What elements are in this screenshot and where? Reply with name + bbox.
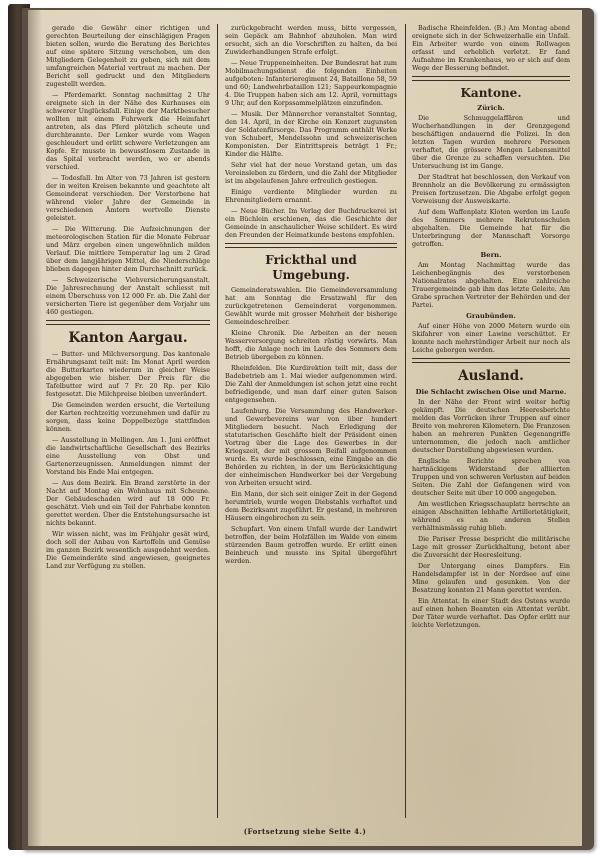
section-heading-kanton-aargau: Kanton Aargau.	[68, 330, 188, 346]
article-paragraph: Kleine Chronik. Die Arbeiten an der neuen Wasserversorgung schreiten rüstig vorwärts. Man hofft, die Anlage noch im Laufe des Sommers dem Betrieb übergeben zu können.	[225, 329, 397, 361]
article-paragraph: Die Gemeinden werden ersucht, die Verteilung der Karten rechtzeitig vorzunehmen und dafür zu sorgen, dass keine Doppelbezüge stattfinden können.	[46, 401, 210, 433]
article-paragraph: Der Stadtrat hat beschlossen, den Verkauf von Brennholz an die Bevölkerung zu ermässigten Preisen fortzusetzen. Die Abgabe erfolgt gegen Vorweisung der Ausweiskarte.	[412, 173, 570, 205]
column-3	[412, 24, 570, 818]
article-paragraph: — Butter- und Milchversorgung. Das kantonale Ernährungsamt teilt mit: Im Monat April werden die Butterkarten wiederum in gleicher Weise abgegeben wie bisher. Der Preis für die Tafelbutter wird auf 7 Fr. 20 Rp. per Kilo festgesetzt. Die Milchpreise bleiben unverändert.	[46, 350, 210, 398]
article-paragraph: Auf dem Waffenplatz Kloten werden im Laufe des Sommers mehrere Rekrutenschulen abgehalten. Die Gemeinde hat für die Unterbringung der Mannschaft Vorsorge getroffen.	[412, 208, 570, 248]
article-paragraph: Auf einer Höhe von 2000 Metern wurde ein Skifahrer von einer Lawine verschüttet. Er konnte nach mehrstündiger Arbeit nur noch als Leiche geborgen werden.	[412, 322, 570, 354]
article-paragraph: Die Schmuggelaffären und Wucherhandlungen in der Grenzgegend beschäftigen andauernd die Polizei. In den letzten Tagen wurden mehrere Personen verhaftet, die grössere Mengen Lebensmittel über die Grenze zu schaffen versuchten. Die Untersuchung ist im Gange.	[412, 114, 570, 170]
article-paragraph: Laufenburg. Die Versammlung des Handwerker- und Gewerbevereins war von über hundert Mitgliedern besucht. Nach Erledigung der statutarischen Geschäfte hielt der Präsident einen Vortrag über die Lage des Gewerbes in der Kriegszeit, der mit grossem Beifall aufgenommen wurde. Es wurde beschlossen, eine Eingabe an die Behörden zu richten, in der um Berücksichtigung der einheimischen Handwerker bei der Vergebung von Arbeiten ersucht wird.	[225, 407, 397, 487]
section-divider	[46, 320, 210, 325]
article-paragraph: In der Nähe der Front wird weiter heftig gekämpft. Die deutschen Heeresberichte melden das Vorrücken ihrer Truppen auf einer Breite von mehreren Kilometern. Die Franzosen haben an mehreren Punkten Gegenangriffe unternommen, die jedoch nach amtlicher deutscher Darstellung abgewiesen wurden.	[412, 398, 570, 454]
article-paragraph: Am Montag Nachmittag wurde das Leichenbegängnis des verstorbenen Nationalrates abgehalten. Eine zahlreiche Trauergemeinde gab ihm das letzte Geleite. Am Grabe sprachen Vertreter der Behörden und der Partei.	[412, 261, 570, 309]
column-rule-1	[217, 24, 218, 818]
article-paragraph: Einige verdiente Mitglieder wurden zu Ehrenmitgliedern ernannt.	[225, 188, 397, 204]
article-paragraph: Ein Mann, der sich seit einiger Zeit in der Gegend herumtrieb, wurde wegen Diebstahls verhaftet und dem Bezirksamt zugeführt. Er gestand, in mehreren Häusern eingebrochen zu sein.	[225, 490, 397, 522]
article-paragraph: — Pferdemarkt. Sonntag nachmittag 2 Uhr ereignete sich in der Nähe des Kurhauses ein schwerer Unglücksfall. Einige der Marktbesucher wollten mit einem Fuhrwerk die Heimfahrt antreten, als das Pferd plötzlich scheute und durchbrannte. Der Lenker wurde vom Wagen geschleudert und erlitt schwere Verletzungen am Kopfe. Er musste in bewusstlosem Zustande in das Spital verbracht werden, wo er abends verschied.	[46, 91, 210, 171]
subheading-schlacht: Die Schlacht zwischen Oise und Marne.	[415, 388, 567, 396]
article-paragraph: — Schweizerische Viehversicherungsanstalt. Die Jahresrechnung der Anstalt schliesst mit einem Überschuss von 12 000 Fr. ab. Die Zahl der versicherten Tiere ist gegenüber dem Vorjahr um 460 gestiegen.	[46, 276, 210, 316]
section-divider	[225, 243, 397, 248]
column-1	[46, 24, 210, 818]
article-paragraph: — Neue Bücher. Im Verlag der Buchdruckerei ist ein Büchlein erschienen, das die Geschichte der Gemeinde in anschaulicher Weise schildert. Es wird den Freunden der Heimatkunde bestens empfohlen.	[225, 207, 397, 239]
article-paragraph: gerade die Gewähr einer richtigen und gerechten Beurteilung der einschlägigen Fragen bieten sollen, wurde die Beratung des Berichtes auf eine spätere Sitzung verschoben, um den Mitgliedern Gelegenheit zu geben, sich mit dem umfangreichen Material vertraut zu machen. Der Bericht soll gedruckt und den Mitgliedern zugestellt werden.	[46, 24, 210, 88]
gutter-shadow	[28, 10, 42, 846]
section-heading-kantone: Kantone.	[460, 86, 522, 100]
article-paragraph: Rheinfelden. Die Kurdirektion teilt mit, dass der Badebetrieb am 1. Mai wieder aufgenommen wird. Die Zahl der Anmeldungen ist schon jetzt eine recht befriedigende, und man darf einer guten Saison entgegensehen.	[225, 364, 397, 404]
article-paragraph: zurückgebracht werden muss, bitte vergessen, sein Gepäck am Bahnhof abzuholen. Man wird ersucht, sich an die Vorschriften zu halten, da bei Zuwiderhandlungen Strafe erfolgt.	[225, 24, 397, 56]
page-footer-continuation: (Fortsetzung siehe Seite 4.)	[243, 827, 367, 836]
article-paragraph: — Die Witterung. Die Aufzeichnungen der meteorologischen Station für die Monate Februar und März ergeben einen ungewöhnlich milden Verlauf. Die mittlere Temperatur lag um 2 Grad über dem langjährigen Mittel, die Niederschläge blieben dagegen hinter dem Durchschnitt zurück.	[46, 225, 210, 273]
article-paragraph: — Neue Truppeneinheiten. Der Bundesrat hat zum Mobilmachungsdienst die folgenden Einheiten aufgeboten: Infanterieregiment 24, Bataillone 58, 59 und 60; Landwehrbataillon 121; Sappeurkompagnie 4. Die Truppen haben sich am 12. April, vormittags 9 Uhr, auf den Korpssammelplätzen einzufinden.	[225, 59, 397, 107]
subheading-graubuenden: Graubünden.	[466, 312, 516, 320]
article-paragraph: Die Pariser Presse bespricht die militärische Lage mit grosser Zurückhaltung, betont aber die Zuversicht der Heeresleitung.	[412, 535, 570, 559]
article-paragraph: — Musik. Der Männerchor veranstaltet Sonntag, den 14. April, in der Kirche ein Konzert zugunsten der Soldatenfürsorge. Das Programm enthält Werke von Schubert, Mendelssohn und schweizerischen Komponisten. Der Eintrittspreis beträgt 1 Fr.; Kinder die Hälfte.	[225, 110, 397, 158]
column-2	[225, 24, 397, 818]
newspaper-page	[28, 10, 582, 846]
column-1-bottom-articles	[46, 350, 210, 570]
article-paragraph: Badische Rheinfelden. (B.) Am Montag abend ereignete sich in der Schweizerhalle ein Unfall. Ein Arbeiter wurde von einem Rollwagen erfasst und erheblich verletzt. Er fand Aufnahme im Krankenhaus, wo er sich auf dem Wege der Besserung befindet.	[412, 24, 570, 72]
column-1-top-articles	[46, 24, 210, 316]
article-paragraph: Gemeinderatswahlen. Die Gemeindeversammlung hat am Sonntag die Ersatzwahl für den zurückgetretenen Gemeinderat vorgenommen. Gewählt wurde mit grosser Mehrheit der bisherige Gemeindeschreiber.	[225, 286, 397, 326]
column-2-top-articles	[225, 24, 397, 239]
subheading-bern: Bern.	[480, 251, 502, 259]
article-paragraph: Am westlichen Kriegsschauplatz herrschte an einigen Abschnitten lebhafte Artillerietätigkeit, während es an anderen Stellen verhältnismässig ruhig blieb.	[412, 500, 570, 532]
subheading-zuerich: Zürich.	[477, 104, 505, 112]
article-paragraph: — Todesfall. Im Alter von 73 Jahren ist gestern der in weiten Kreisen bekannte und geachtete alt Gemeinderat verschieden. Der Verstorbene hat während vieler Jahre der Gemeinde in verschiedenen Ämtern wertvolle Dienste geleistet.	[46, 174, 210, 222]
article-paragraph: Der Untergang eines Dampfers. Ein Handelsdampfer ist in der Nordsee auf eine Mine gelaufen und gesunken. Von der Besatzung konnten 21 Mann gerettet werden.	[412, 562, 570, 594]
column-2-bottom-articles	[225, 286, 397, 565]
article-paragraph: Englische Berichte sprechen von hartnäckigem Widerstand der alliierten Truppen und von schweren Verlusten auf beiden Seiten. Die Zahl der Gefangenen wird von deutscher Seite mit über 10 000 angegeben.	[412, 457, 570, 497]
article-paragraph: Wir wissen nicht, was im Frühjahr gesät wird, doch soll der Anbau von Kartoffeln und Gemüse im ganzen Bezirk wesentlich ausgedehnt werden. Die Gemeinderäte sind angewiesen, geeignetes Land zur Verfügung zu stellen.	[46, 530, 210, 570]
section-heading-ausland: Ausland.	[458, 368, 524, 384]
section-divider	[412, 76, 570, 81]
article-paragraph: Schupfart. Von einem Unfall wurde der Landwirt betroffen, der beim Holzfällen im Walde von einem stürzenden Baum getroffen wurde. Er erlitt einen Beinbruch und musste ins Spital übergeführt werden.	[225, 525, 397, 565]
article-paragraph: Sehr viel hat der neue Vorstand getan, um das Vereinsleben zu fördern, und die Zahl der Mitglieder ist im abgelaufenen Jahre erfreulich gestiegen.	[225, 161, 397, 185]
section-heading-frickthal: Frickthal und Umgebung.	[265, 253, 357, 282]
article-paragraph: — Aus dem Bezirk. Ein Brand zerstörte in der Nacht auf Montag ein Wohnhaus mit Scheune. Der Gebäudeschaden wird auf 18 000 Fr. geschätzt. Vieh und ein Teil der Fahrhabe konnten gerettet werden. Über die Entstehungsursache ist nichts bekannt.	[46, 479, 210, 527]
section-divider	[412, 358, 570, 363]
article-paragraph: Ein Attentat. In einer Stadt des Ostens wurde auf einen hohen Beamten ein Attentat verübt. Der Täter wurde verhaftet. Das Opfer erlitt nur leichte Verletzungen.	[412, 597, 570, 629]
article-paragraph: — Ausstellung in Mellingen. Am 1. Juni eröffnet die landwirtschaftliche Gesellschaft des Bezirks eine Ausstellung von Obst und Gartenerzeugnissen. Anmeldungen nimmt der Vorstand bis Ende Mai entgegen.	[46, 436, 210, 476]
column-rule-2	[405, 24, 406, 818]
